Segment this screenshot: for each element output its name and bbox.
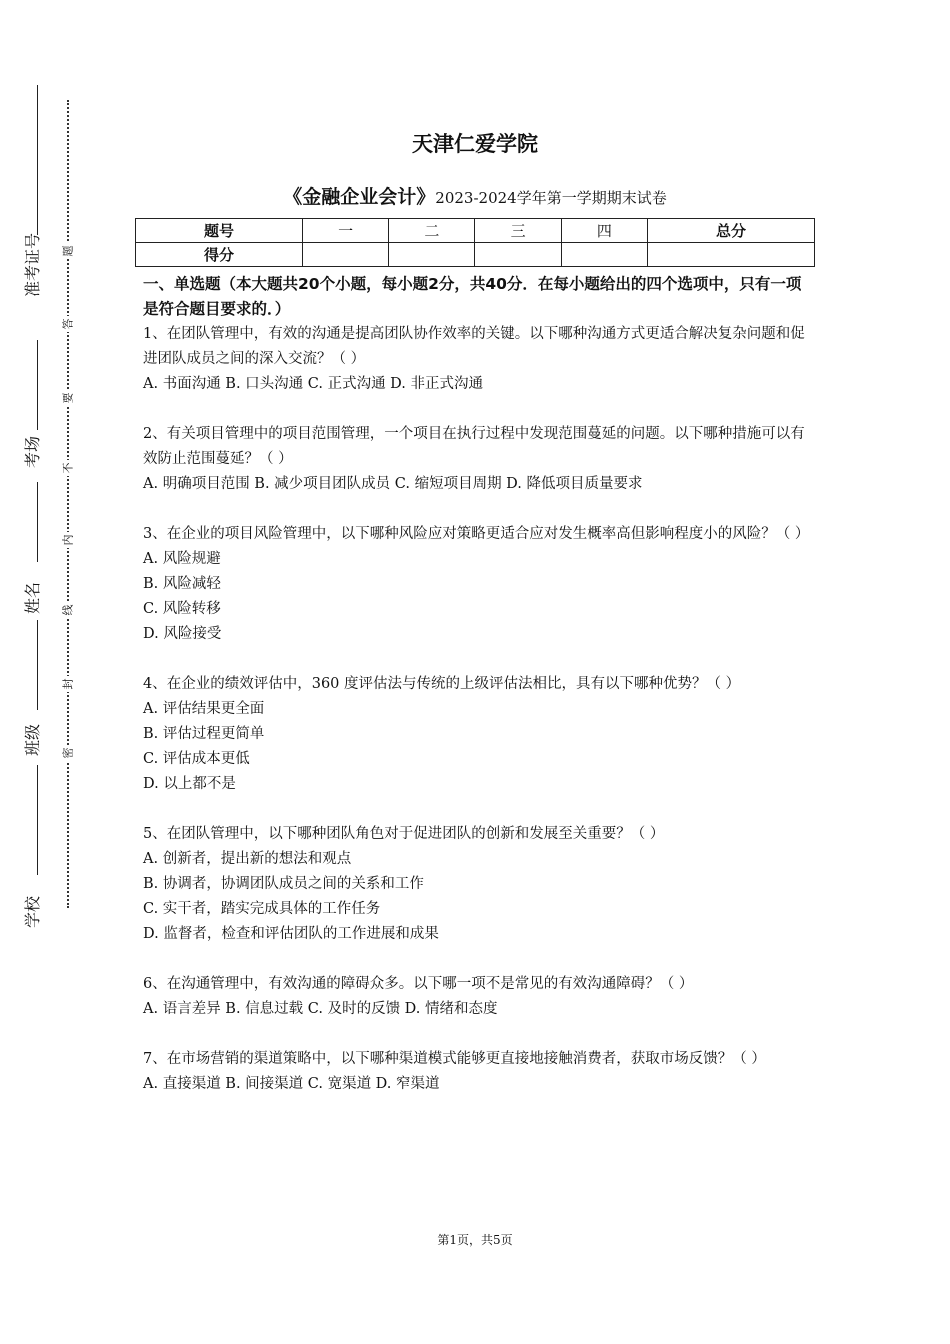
question-option: A. 直接渠道 B. 间接渠道 C. 宽渠道 D. 窄渠道 (143, 1076, 440, 1092)
question-stem: 3、在企业的项目风险管理中，以下哪种风险应对策略更适合应对发生概率高但影响程度小的风险？（ ） (143, 526, 810, 542)
question (143, 522, 815, 647)
question (143, 822, 815, 947)
question-stem: 7、在市场营销的渠道策略中，以下哪种渠道模式能够更直接地接触消费者，获取市场反馈？（ ） (143, 1051, 766, 1067)
question-stem: 6、在沟通管理中，有效沟通的障碍众多。以下哪一项不是常见的有效沟通障碍？（ ） (143, 976, 694, 992)
question-option: A. 书面沟通 B. 口头沟通 C. 正式沟通 D. 非正式沟通 (143, 376, 484, 392)
question-section (143, 272, 815, 1097)
score-cell: 三 (475, 219, 561, 243)
score-cell[interactable] (475, 243, 561, 267)
question-option: B. 评估过程更简单 (143, 726, 265, 742)
score-cell: 二 (389, 219, 475, 243)
question-option: A. 创新者，提出新的想法和观点 (143, 851, 352, 867)
section-heading: 一、单选题（本大题共20个小题，每小题2分，共40分．在每小题给出的四个选项中，只有一项是符合题目要求的．） (143, 275, 802, 318)
score-cell[interactable] (647, 243, 814, 267)
question-option: A. 语言差异 B. 信息过载 C. 及时的反馈 D. 情绪和态度 (143, 1001, 498, 1017)
score-cell: 四 (561, 219, 647, 243)
seal-char: 题 (58, 243, 76, 259)
question-stem: 5、在团队管理中，以下哪种团队角色对于促进团队的创新和发展至关重要？（ ） (143, 826, 665, 842)
fill-line (37, 85, 38, 235)
seal-char: 要 (58, 390, 76, 406)
score-cell[interactable] (561, 243, 647, 267)
question-option: C. 评估成本更低 (143, 751, 250, 767)
question (143, 422, 815, 497)
question-option: B. 风险减轻 (143, 576, 221, 592)
term-label: 2023-2024学年第一学期期末试卷 (435, 189, 667, 207)
seal-char: 内 (58, 532, 76, 548)
question-option: A. 风险规避 (143, 551, 221, 567)
binding-margin: 准考证号 考场 姓名 班级 学校 题 答 要 不 内 线 封 密 (0, 0, 110, 1344)
exam-subtitle (0, 182, 950, 209)
question (143, 672, 815, 797)
score-header-row (136, 219, 815, 243)
question-stem: 1、在团队管理中，有效的沟通是提高团队协作效率的关键。以下哪种沟通方式更适合解决复杂问题和促进团队成员之间的深入交流？（ ） (143, 326, 805, 367)
question-option: A. 明确项目范围 B. 减少项目团队成员 C. 缩短项目周期 D. 降低项目质量要求 (143, 476, 643, 492)
score-cell: 一 (303, 219, 389, 243)
seal-dotted-line (67, 100, 69, 908)
school-title: 天津仁爱学院 (412, 132, 538, 156)
seal-char: 线 (58, 602, 76, 618)
seal-char: 封 (58, 676, 76, 692)
question-option: C. 实干者，踏实完成具体的工作任务 (143, 901, 381, 917)
score-cell[interactable] (303, 243, 389, 267)
question (143, 972, 815, 1022)
question-stem: 4、在企业的绩效评估中，360 度评估法与传统的上级评估法相比，具有以下哪种优势？（ ） (143, 676, 741, 692)
question-option: B. 协调者，协调团队成员之间的关系和工作 (143, 876, 424, 892)
question-option: C. 风险转移 (143, 601, 221, 617)
seal-char: 密 (58, 745, 76, 761)
fill-line (37, 765, 38, 875)
question (143, 1047, 815, 1097)
score-value-row (136, 243, 815, 267)
question (143, 322, 815, 397)
course-name: 《金融企业会计》 (283, 186, 436, 208)
score-cell: 题号 (136, 219, 303, 243)
score-cell[interactable] (389, 243, 475, 267)
score-table (135, 218, 815, 267)
score-cell: 总分 (647, 219, 814, 243)
fill-line (37, 482, 38, 562)
fill-line (37, 340, 38, 430)
seal-char: 答 (58, 316, 76, 332)
score-cell: 得分 (136, 243, 303, 267)
page-footer: 第1页，共5页 (437, 1233, 513, 1247)
question-option: D. 监督者，检查和评估团队的工作进展和成果 (143, 926, 439, 942)
fill-line (37, 620, 38, 710)
seal-char: 不 (58, 460, 76, 476)
question-option: D. 以上都不是 (143, 776, 236, 792)
question-stem: 2、有关项目管理中的项目范围管理，一个项目在执行过程中发现范围蔓延的问题。以下哪种措施可以有效防止范围蔓延？（ ） (143, 426, 805, 467)
question-option: A. 评估结果更全面 (143, 701, 265, 717)
question-option: D. 风险接受 (143, 626, 222, 642)
